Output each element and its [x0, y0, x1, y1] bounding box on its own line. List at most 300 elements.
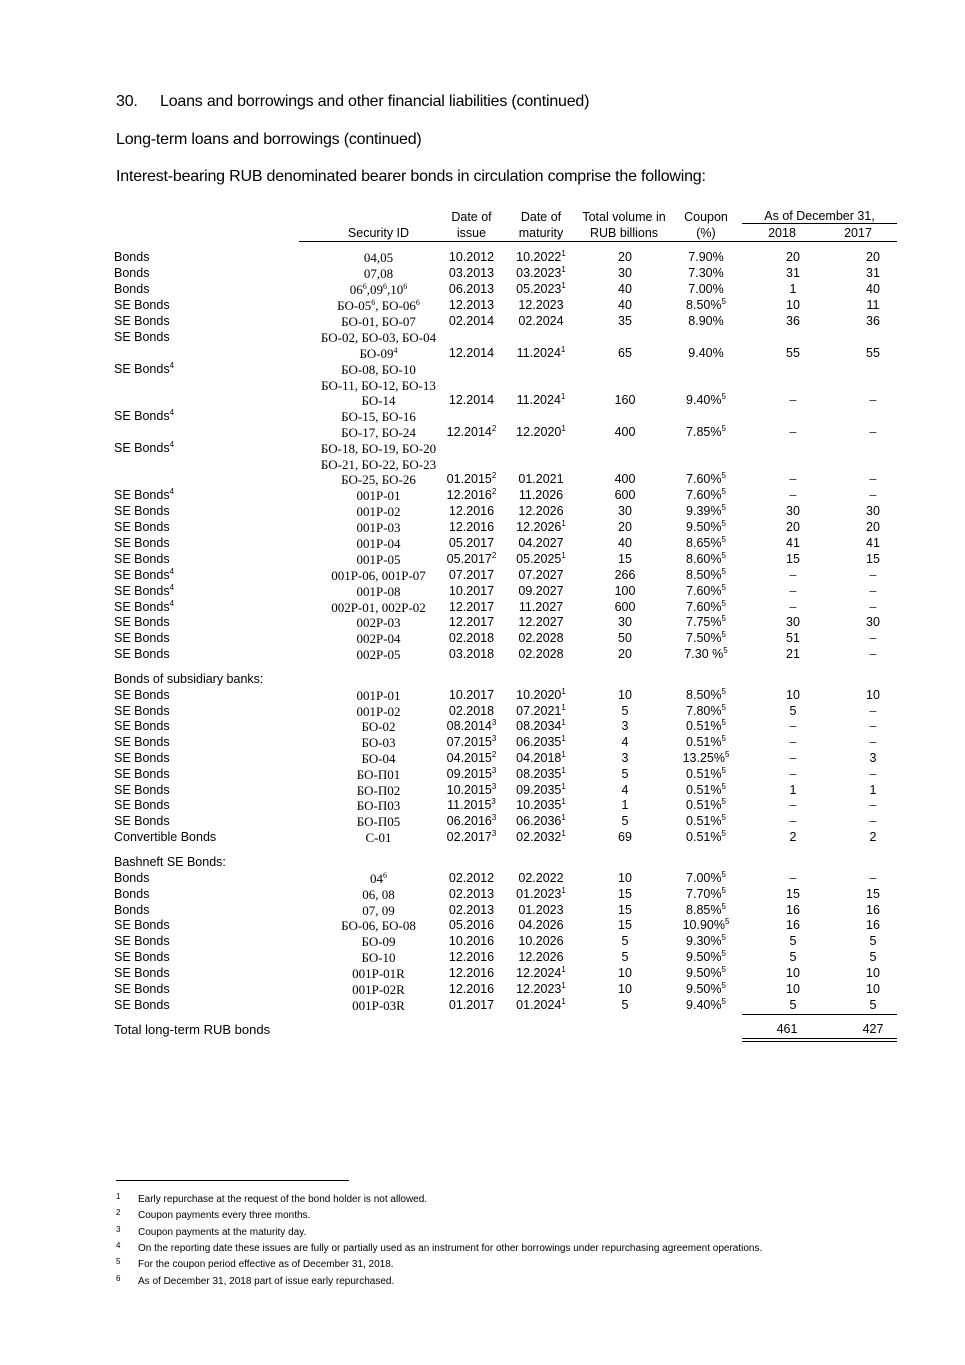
table-cell-date-of-issue: 02.2013 [448, 903, 495, 917]
table-cell-value-2017: 30 [866, 504, 880, 518]
table-cell-security-id: 001P-03R [352, 998, 405, 1013]
total-2018: 461 [776, 1022, 798, 1036]
table-cell-date-of-maturity: 05.2023$^1$ [516, 281, 566, 296]
table-cell-date-of-maturity: 09.2027 [518, 584, 564, 598]
table-cell-coupon: 9.40% [688, 346, 724, 360]
table-cell-security-id: БО-09 [361, 934, 396, 949]
table-cell-description: SE Bonds$^4$ [114, 361, 175, 376]
table-cell-value-2018: – [789, 767, 797, 781]
table-cell-value-2017: 15 [866, 552, 880, 566]
table-cell-description: SE Bonds [114, 798, 170, 812]
header-date-issue-line1: Date of [451, 210, 492, 224]
table-cell-date-of-maturity: 07.2021$^1$ [516, 703, 566, 718]
table-cell-total-volume: 15 [618, 903, 632, 917]
table-cell-security-id: 002P-04 [356, 631, 401, 646]
table-cell-total-volume: 5 [621, 767, 629, 781]
table-cell-date-of-issue: 12.2016 [448, 520, 495, 534]
table-cell-description: SE Bonds [114, 814, 170, 828]
table-cell-coupon: 8.50%$^5$ [686, 687, 726, 702]
table-cell-value-2017: – [869, 871, 877, 885]
table-cell-value-2018: 21 [786, 647, 800, 661]
table-cell-description: Bonds [114, 871, 150, 885]
table-cell-date-of-issue: 10.2017 [448, 688, 495, 702]
table-cell-date-of-maturity: 04.2018$^1$ [516, 750, 566, 765]
table-cell-value-2018: 5 [789, 934, 797, 948]
table-cell-coupon: 0.51%$^5$ [686, 829, 726, 844]
table-cell-security-id: 001P-08 [356, 584, 401, 599]
table-cell-date-of-issue: 02.2018 [448, 631, 495, 645]
table-cell-value-2018: 20 [786, 250, 800, 264]
table-cell-value-2018: 10 [786, 966, 800, 980]
table-cell-date-of-maturity: 12.2020$^1$ [516, 424, 566, 439]
footnote-text: Coupon payments at the maturity day. [138, 1226, 307, 1238]
table-cell-security-id: БО-01, БО-07 [341, 314, 416, 329]
table-cell-coupon: 7.50%$^5$ [686, 630, 726, 645]
table-cell-value-2017: 3 [869, 751, 877, 765]
table-cell-coupon: 7.60%$^5$ [686, 487, 726, 502]
table-cell-date-of-issue: 02.2018 [448, 704, 495, 718]
table-cell-total-volume: 30 [618, 615, 632, 629]
table-cell-value-2017: 1 [869, 783, 877, 797]
total-double-rule-2 [742, 1041, 897, 1042]
footnote-text: As of December 31, 2018 part of issue early repurchased. [138, 1275, 395, 1287]
footnote-mark: 4 [116, 1240, 121, 1250]
table-cell-coupon: 7.60%$^5$ [686, 583, 726, 598]
footnote-text: On the reporting date these issues are fully or partially used as an instrument for other borrowings under repurchasing agreement operations. [138, 1242, 763, 1254]
table-cell-value-2017: – [869, 735, 877, 749]
table-cell-date-of-maturity: 11.2024$^1$ [516, 345, 566, 360]
table-cell-security-id: 002P-01, 002P-02 [331, 600, 426, 615]
header-date-issue-line2: issue [456, 226, 487, 240]
total-label: Total long-term RUB bonds [114, 1022, 271, 1037]
table-cell-coupon: 8.50%$^5$ [686, 297, 726, 312]
table-cell-description: SE Bonds [114, 314, 170, 328]
table-cell-date-of-issue: 11.2015$^3$ [447, 797, 496, 812]
table-cell-total-volume: 3 [621, 751, 629, 765]
table-cell-security-id: 001P-02 [356, 704, 401, 719]
table-cell-date-of-maturity: 01.2023 [518, 903, 564, 917]
table-cell-value-2018: 2 [789, 830, 797, 844]
table-cell-security-id: 002P-05 [356, 647, 401, 662]
table-cell-date-of-maturity: 01.2023$^1$ [516, 886, 566, 901]
table-cell-description: SE Bonds$^4$ [114, 440, 175, 455]
table-cell-value-2017: – [869, 631, 877, 645]
table-cell-description: SE Bonds$^4$ [114, 583, 175, 598]
table-cell-coupon: 9.50%$^5$ [686, 519, 726, 534]
table-cell-date-of-issue: 03.2018 [448, 647, 495, 661]
table-cell-date-of-issue: 06.2013 [448, 282, 495, 296]
table-cell-total-volume: 5 [621, 704, 629, 718]
footnote-mark: 2 [116, 1208, 121, 1218]
table-cell-value-2017: 40 [866, 282, 880, 296]
table-cell-date-of-issue: 06.2016$^3$ [446, 813, 497, 828]
table-cell-coupon: 9.40%$^5$ [686, 392, 726, 407]
table-cell-coupon: 8.90% [688, 314, 724, 328]
table-cell-description: SE Bonds [114, 751, 170, 765]
table-cell-value-2017: 20 [866, 520, 880, 534]
header-coupon-line1: Coupon [684, 210, 728, 224]
table-cell-coupon: 7.60%$^5$ [686, 471, 726, 486]
table-cell-total-volume: 10 [618, 966, 632, 980]
table-cell-value-2017: 11 [866, 298, 880, 312]
table-cell-value-2017: 30 [866, 615, 880, 629]
table-cell-value-2017: 55 [866, 346, 880, 360]
table-cell-security-id: БО-П02 [356, 783, 401, 798]
table-cell-date-of-issue: 10.2015$^3$ [446, 782, 497, 797]
table-cell-coupon: 9.50%$^5$ [686, 981, 726, 996]
table-cell-date-of-issue: 04.2015$^2$ [446, 750, 497, 765]
table-cell-date-of-maturity: 04.2026 [518, 918, 564, 932]
table-cell-description: SE Bonds [114, 934, 170, 948]
table-cell-date-of-issue: 12.2016 [448, 950, 495, 964]
table-cell-total-volume: 100 [614, 584, 636, 598]
table-cell-description: SE Bonds$^4$ [114, 567, 175, 582]
table-cell-coupon: 0.51%$^5$ [686, 813, 726, 828]
table-cell-security-id: 001P-01 [356, 488, 401, 503]
table-cell-value-2017: 5 [869, 998, 877, 1012]
header-as-of: As of December 31, [764, 209, 875, 223]
table-cell-date-of-issue: 02.2013 [448, 887, 495, 901]
table-cell-value-2017: 10 [866, 688, 880, 702]
table-cell-value-2018: – [789, 393, 797, 407]
table-cell-date-of-issue: 12.2014 [448, 393, 495, 407]
table-cell-value-2017: 10 [866, 966, 880, 980]
table-cell-coupon: 7.75%$^5$ [686, 614, 726, 629]
table-cell-date-of-issue: 10.2012 [448, 250, 495, 264]
table-cell-date-of-maturity: 10.2026 [518, 934, 564, 948]
table-cell-date-of-maturity: 02.2028 [518, 631, 564, 645]
table-cell-total-volume: 5 [621, 934, 629, 948]
table-cell-security-id: С-01 [365, 830, 392, 845]
table-cell-description: SE Bonds [114, 735, 170, 749]
table-cell-coupon: 0.51%$^5$ [686, 766, 726, 781]
table-cell-coupon: 7.80%$^5$ [686, 703, 726, 718]
table-cell-security-id: 04,05 [363, 250, 394, 265]
table-cell-value-2017: – [869, 584, 877, 598]
table-cell-security-id: 001P-05 [356, 552, 401, 567]
table-cell-date-of-maturity: 05.2025$^1$ [516, 551, 566, 566]
table-cell-description: SE Bonds [114, 520, 170, 534]
table-cell-coupon: 9.39%$^5$ [686, 503, 726, 518]
table-cell-description: Bashneft SE Bonds: [114, 855, 226, 869]
table-cell-value-2017: – [869, 568, 877, 582]
table-cell-value-2017: – [869, 488, 877, 502]
table-cell-total-volume: 5 [621, 950, 629, 964]
table-cell-date-of-maturity: 04.2027 [518, 536, 564, 550]
table-cell-coupon: 7.00%$^5$ [686, 870, 726, 885]
table-cell-value-2018: 20 [786, 520, 800, 534]
footnote-separator [116, 1180, 349, 1181]
table-cell-description: SE Bonds [114, 998, 170, 1012]
table-cell-coupon: 10.90%$^5$ [682, 917, 730, 932]
table-cell-date-of-maturity: 02.2032$^1$ [516, 829, 566, 844]
table-cell-coupon: 7.30 %$^5$ [684, 646, 728, 661]
table-cell-date-of-maturity: 08.2035$^1$ [516, 766, 566, 781]
header-date-maturity-line1: Date of [520, 210, 562, 224]
footnote-text: For the coupon period effective as of December 31, 2018. [138, 1259, 394, 1271]
table-cell-description: SE Bonds [114, 552, 170, 566]
table-cell-description: SE Bonds [114, 918, 170, 932]
table-cell-date-of-issue: 01.2015$^2$ [446, 471, 497, 486]
footnote-item [116, 1192, 427, 1205]
table-cell-date-of-maturity: 12.2024$^1$ [516, 965, 566, 980]
table-cell-description: SE Bonds$^4$ [114, 408, 175, 423]
table-cell-description: SE Bonds [114, 966, 170, 980]
table-cell-description: SE Bonds [114, 615, 170, 629]
table-cell-coupon: 9.50%$^5$ [686, 965, 726, 980]
table-cell-value-2018: 10 [786, 688, 800, 702]
footnote-item [116, 1208, 310, 1221]
table-cell-value-2018: 15 [786, 552, 800, 566]
table-cell-date-of-issue: 12.2016 [448, 966, 495, 980]
table-cell-coupon: 0.51%$^5$ [686, 797, 726, 812]
table-cell-date-of-issue: 07.2015$^3$ [446, 734, 497, 749]
table-cell-value-2018: 10 [786, 982, 800, 996]
table-cell-total-volume: 20 [618, 520, 632, 534]
table-cell-description: SE Bonds [114, 298, 170, 312]
table-cell-value-2017: 5 [869, 934, 877, 948]
table-cell-coupon: 0.51%$^5$ [686, 734, 726, 749]
table-cell-value-2018: 51 [786, 631, 800, 645]
footnote-item [116, 1241, 762, 1254]
table-cell-security-id: БО-17, БО-24 [341, 425, 416, 440]
table-cell-coupon: 7.85%$^5$ [686, 424, 726, 439]
table-cell-date-of-maturity: 12.2023$^1$ [516, 981, 566, 996]
footnote-mark: 5 [116, 1257, 121, 1267]
table-cell-value-2018: 16 [786, 918, 800, 932]
table-cell-total-volume: 160 [614, 393, 636, 407]
table-cell-value-2017: 41 [866, 536, 880, 550]
table-cell-total-volume: 15 [618, 552, 632, 566]
table-cell-value-2017: – [869, 704, 877, 718]
table-cell-value-2018: – [789, 472, 797, 486]
table-cell-date-of-maturity: 08.2034$^1$ [516, 718, 566, 733]
table-cell-security-id: БО-02 [361, 719, 396, 734]
table-cell-total-volume: 600 [614, 600, 636, 614]
table-cell-value-2017: – [869, 814, 877, 828]
table-cell-date-of-maturity: 12.2023 [518, 298, 564, 312]
table-cell-date-of-maturity: 10.2020$^1$ [516, 687, 566, 702]
total-double-rule-1 [742, 1038, 897, 1039]
table-cell-coupon: 7.00% [688, 282, 724, 296]
total-top-rule [742, 1014, 897, 1015]
table-cell-value-2018: – [789, 600, 797, 614]
table-cell-total-volume: 20 [618, 250, 632, 264]
table-cell-date-of-maturity: 02.2022 [518, 871, 564, 885]
table-cell-security-id: БО-15, БО-16 [341, 409, 416, 424]
table-cell-security-id: БО-25, БО-26 [341, 472, 416, 487]
footnote-item [116, 1257, 394, 1270]
table-cell-date-of-maturity: 09.2035$^1$ [516, 782, 566, 797]
table-cell-value-2017: – [869, 719, 877, 733]
table-cell-description: Convertible Bonds [114, 830, 217, 844]
table-cell-security-id: БО-02, БО-03, БО-04 [320, 330, 437, 345]
table-cell-description: SE Bonds [114, 950, 170, 964]
table-cell-security-id: 001P-04 [356, 536, 401, 551]
table-cell-security-id: 001P-06, 001P-07 [331, 568, 426, 583]
table-cell-security-id: БО-10 [361, 950, 396, 965]
table-cell-value-2018: 30 [786, 615, 800, 629]
table-cell-security-id: БО-П03 [356, 798, 401, 813]
footnote-item [116, 1225, 306, 1238]
table-cell-security-id: БО-П05 [356, 814, 401, 829]
header-security-id: Security ID [347, 226, 410, 240]
table-cell-value-2018: 1 [789, 783, 797, 797]
table-cell-date-of-maturity: 07.2027 [518, 568, 564, 582]
section-number: 30. [116, 93, 138, 110]
table-cell-total-volume: 5 [621, 998, 629, 1012]
table-cell-coupon: 8.65%$^5$ [686, 535, 726, 550]
table-cell-date-of-maturity: 06.2035$^1$ [516, 734, 566, 749]
table-cell-security-id: 001P-02 [356, 504, 401, 519]
table-cell-date-of-maturity: 12.2026$^1$ [516, 519, 566, 534]
table-cell-value-2017: – [869, 393, 877, 407]
table-cell-security-id: БО-П01 [356, 767, 401, 782]
table-cell-description: SE Bonds [114, 504, 170, 518]
table-cell-date-of-issue: 02.2014 [448, 314, 495, 328]
section-title: Loans and borrowings and other financial liabilities (continued) [160, 93, 590, 110]
table-cell-coupon: 7.60%$^5$ [686, 599, 726, 614]
table-cell-security-id: $06^6,09^6,10^6$ [349, 282, 408, 297]
table-cell-security-id: 001P-03 [356, 520, 401, 535]
table-cell-total-volume: 10 [618, 688, 632, 702]
table-cell-security-id: БО-14 [361, 393, 396, 408]
table-cell-value-2017: 31 [866, 266, 880, 280]
table-cell-value-2018: 15 [786, 887, 800, 901]
table-cell-value-2018: 16 [786, 903, 800, 917]
table-cell-value-2017: – [869, 798, 877, 812]
table-cell-security-id: 07, 09 [362, 903, 395, 918]
table-cell-security-id: 002P-03 [356, 615, 401, 630]
table-cell-date-of-maturity: 11.2024$^1$ [516, 392, 566, 407]
table-cell-value-2018: 10 [786, 298, 800, 312]
table-cell-date-of-issue: 12.2014$^2$ [446, 424, 497, 439]
header-volume-line2: RUB billions [589, 226, 659, 240]
table-cell-total-volume: 65 [618, 346, 632, 360]
table-cell-date-of-issue: 12.2013 [448, 298, 495, 312]
table-cell-date-of-issue: 10.2016 [448, 934, 495, 948]
table-cell-total-volume: 40 [618, 298, 632, 312]
table-cell-description: SE Bonds [114, 719, 170, 733]
table-cell-total-volume: 5 [621, 814, 629, 828]
header-year-2017: 2017 [844, 226, 872, 240]
table-cell-total-volume: 400 [614, 425, 636, 439]
table-cell-date-of-maturity: 01.2024$^1$ [516, 997, 566, 1012]
table-cell-total-volume: 15 [618, 918, 632, 932]
table-cell-description: Bonds of subsidiary banks: [114, 672, 264, 686]
table-cell-date-of-maturity: 02.2028 [518, 647, 564, 661]
table-cell-coupon: 9.40%$^5$ [686, 997, 726, 1012]
table-cell-description: SE Bonds [114, 688, 170, 702]
table-cell-description: Bonds [114, 282, 150, 296]
table-cell-value-2018: 36 [786, 314, 800, 328]
table-cell-date-of-maturity: 12.2026 [518, 504, 564, 518]
table-cell-value-2018: 5 [789, 950, 797, 964]
table-cell-coupon: 8.50%$^5$ [686, 567, 726, 582]
table-cell-date-of-maturity: 01.2021 [518, 472, 564, 486]
table-cell-total-volume: 69 [618, 830, 632, 844]
table-cell-value-2018: – [789, 814, 797, 828]
table-cell-coupon: 7.70%$^5$ [686, 886, 726, 901]
table-cell-security-id: $БО-05^6$, $БО-06^6$ [337, 298, 420, 313]
table-cell-description: SE Bonds$^4$ [114, 599, 175, 614]
table-cell-total-volume: 15 [618, 887, 632, 901]
table-cell-security-id: 07,08 [363, 266, 394, 281]
table-cell-total-volume: 30 [618, 266, 632, 280]
table-cell-date-of-issue: 12.2016 [448, 504, 495, 518]
table-cell-value-2018: – [789, 735, 797, 749]
table-cell-date-of-issue: 12.2016$^2$ [446, 487, 497, 502]
table-cell-value-2017: 20 [866, 250, 880, 264]
table-cell-security-id: БО-11, БО-12, БО-13 [321, 378, 436, 393]
header-volume-line1: Total volume in [582, 210, 666, 224]
table-cell-value-2017: 10 [866, 982, 880, 996]
table-cell-total-volume: 20 [618, 647, 632, 661]
table-cell-security-id: БО-18, БО-19, БО-20 [320, 441, 437, 456]
table-cell-date-of-issue: 10.2017 [448, 584, 495, 598]
table-cell-description: SE Bonds [114, 704, 170, 718]
table-cell-total-volume: 3 [621, 719, 629, 733]
table-cell-description: SE Bonds [114, 783, 170, 797]
table-cell-date-of-issue: 02.2017$^3$ [446, 829, 497, 844]
table-cell-value-2018: 1 [789, 282, 797, 296]
table-cell-coupon: 7.90% [688, 250, 724, 264]
table-cell-description: SE Bonds [114, 982, 170, 996]
table-cell-date-of-maturity: 06.2036$^1$ [516, 813, 566, 828]
table-cell-coupon: 0.51%$^5$ [686, 782, 726, 797]
table-cell-total-volume: 600 [614, 488, 636, 502]
table-cell-date-of-issue: 09.2015$^3$ [446, 766, 497, 781]
table-cell-date-of-issue: 05.2017$^2$ [446, 551, 497, 566]
table-cell-value-2018: – [789, 488, 797, 502]
table-cell-coupon: 7.30% [688, 266, 724, 280]
table-cell-date-of-issue: 12.2014 [448, 346, 495, 360]
footnote-mark: 1 [116, 1192, 121, 1201]
table-cell-date-of-maturity: 11.2027 [518, 600, 564, 614]
table-cell-date-of-issue: 12.2016 [448, 982, 495, 996]
table-cell-value-2018: – [789, 871, 797, 885]
table-cell-security-id: БО-21, БО-22, БО-23 [320, 457, 437, 472]
footnote-mark: 3 [116, 1224, 121, 1234]
section-subtitle: Long-term loans and borrowings (continued) [116, 131, 422, 148]
table-cell-coupon: 9.50%$^5$ [686, 949, 726, 964]
table-cell-description: SE Bonds$^4$ [114, 487, 175, 502]
table-cell-coupon: 8.60%$^5$ [686, 551, 726, 566]
table-cell-value-2018: 30 [786, 504, 800, 518]
table-cell-value-2018: – [789, 425, 797, 439]
footnote-mark: 6 [116, 1273, 121, 1283]
table-cell-value-2018: – [789, 798, 797, 812]
table-cell-date-of-issue: 05.2016 [448, 918, 495, 932]
header-coupon-line2: (%) [696, 226, 716, 240]
table-cell-date-of-maturity: 11.2026 [518, 488, 564, 502]
table-cell-value-2017: – [869, 472, 877, 486]
table-cell-description: SE Bonds [114, 536, 170, 550]
table-cell-date-of-issue: 02.2012 [448, 871, 495, 885]
table-cell-value-2017: – [869, 767, 877, 781]
table-cell-description: Bonds [114, 250, 150, 264]
table-cell-total-volume: 4 [621, 735, 629, 749]
table-cell-total-volume: 1 [621, 798, 629, 812]
table-cell-security-id: БО-08, БО-10 [341, 362, 416, 377]
table-cell-value-2018: – [789, 719, 797, 733]
table-cell-coupon: 8.85%$^5$ [686, 902, 726, 917]
table-cell-coupon: 13.25%$^5$ [682, 750, 730, 765]
table-cell-security-id: 001P-01 [356, 688, 401, 703]
header-year-2018: 2018 [768, 226, 796, 240]
table-cell-value-2017: 36 [866, 314, 880, 328]
table-cell-total-volume: 400 [614, 472, 636, 486]
